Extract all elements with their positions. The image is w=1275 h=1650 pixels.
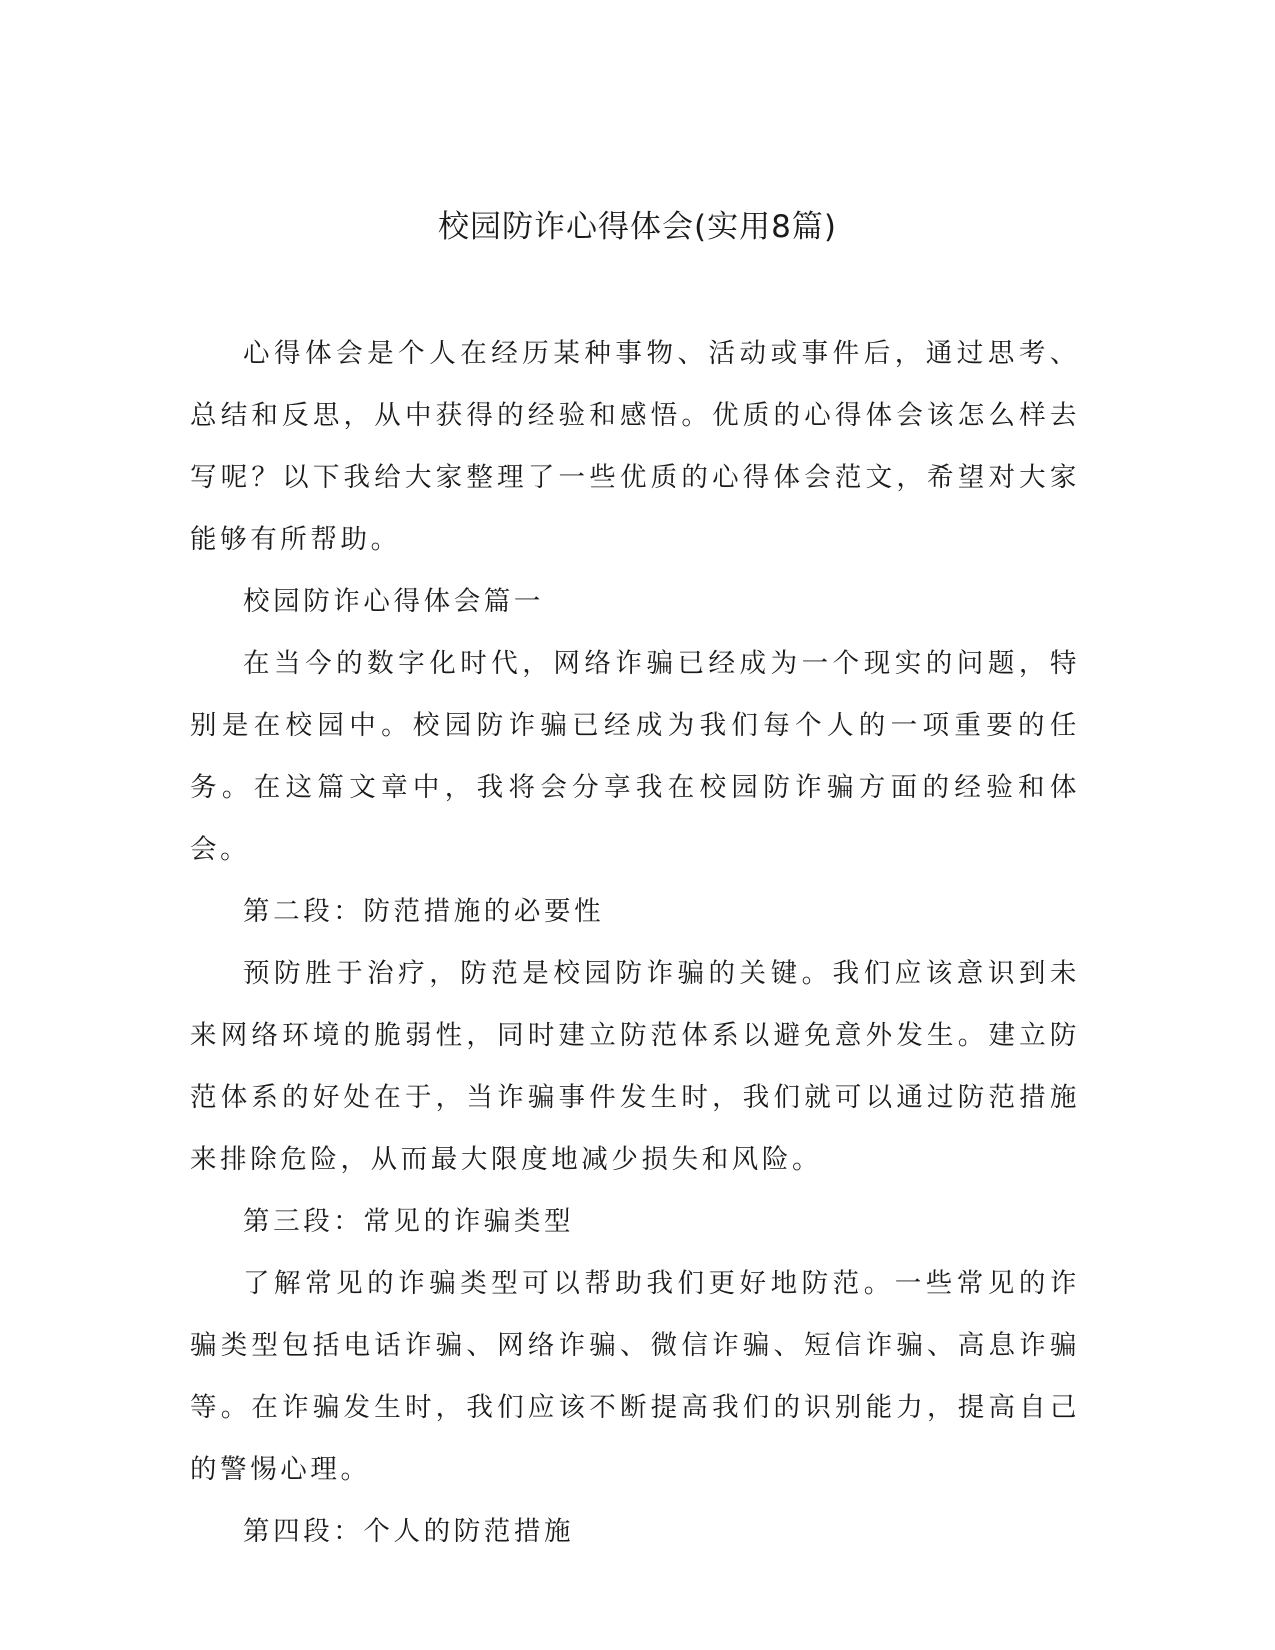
heading-4: 第四段：个人的防范措施 [243,1516,575,1547]
section-title: 校园防诈心得体会篇一 [243,586,544,617]
intro-paragraph: 心得体会是个人在经历某种事物、活动或事件后，通过思考、总结和反思，从中获得的经验和感悟。优质的心得体会该怎么样去写呢？以下我给大家整理了一些优质的心得体会范文，希望对大家能够有所帮助。 [190,338,1080,555]
paragraph-2: 预防胜于治疗，防范是校园防诈骗的关键。我们应该意识到未来网络环境的脆弱性，同时建立防范体系以避免意外发生。建立防范体系的好处在于，当诈骗事件发生时，我们就可以通过防范措施来排除危险，从而最大限度地减少损失和风险。 [190,958,1080,1175]
heading-2: 第二段：防范措施的必要性 [243,896,605,927]
document-body [190,323,1080,1563]
paragraph-1: 在当今的数字化时代，网络诈骗已经成为一个现实的问题，特别是在校园中。校园防诈骗已经成为我们每个人的一项重要的任务。在这篇文章中，我将会分享我在校园防诈骗方面的经验和体会。 [190,648,1080,865]
document-title: 校园防诈心得体会(实用8篇) [438,209,837,245]
paragraph-3: 了解常见的诈骗类型可以帮助我们更好地防范。一些常见的诈骗类型包括电话诈骗、网络诈骗、微信诈骗、短信诈骗、高息诈骗等。在诈骗发生时，我们应该不断提高我们的识别能力，提高自己的警惕心理。 [190,1268,1080,1485]
heading-3: 第三段：常见的诈骗类型 [243,1206,575,1237]
